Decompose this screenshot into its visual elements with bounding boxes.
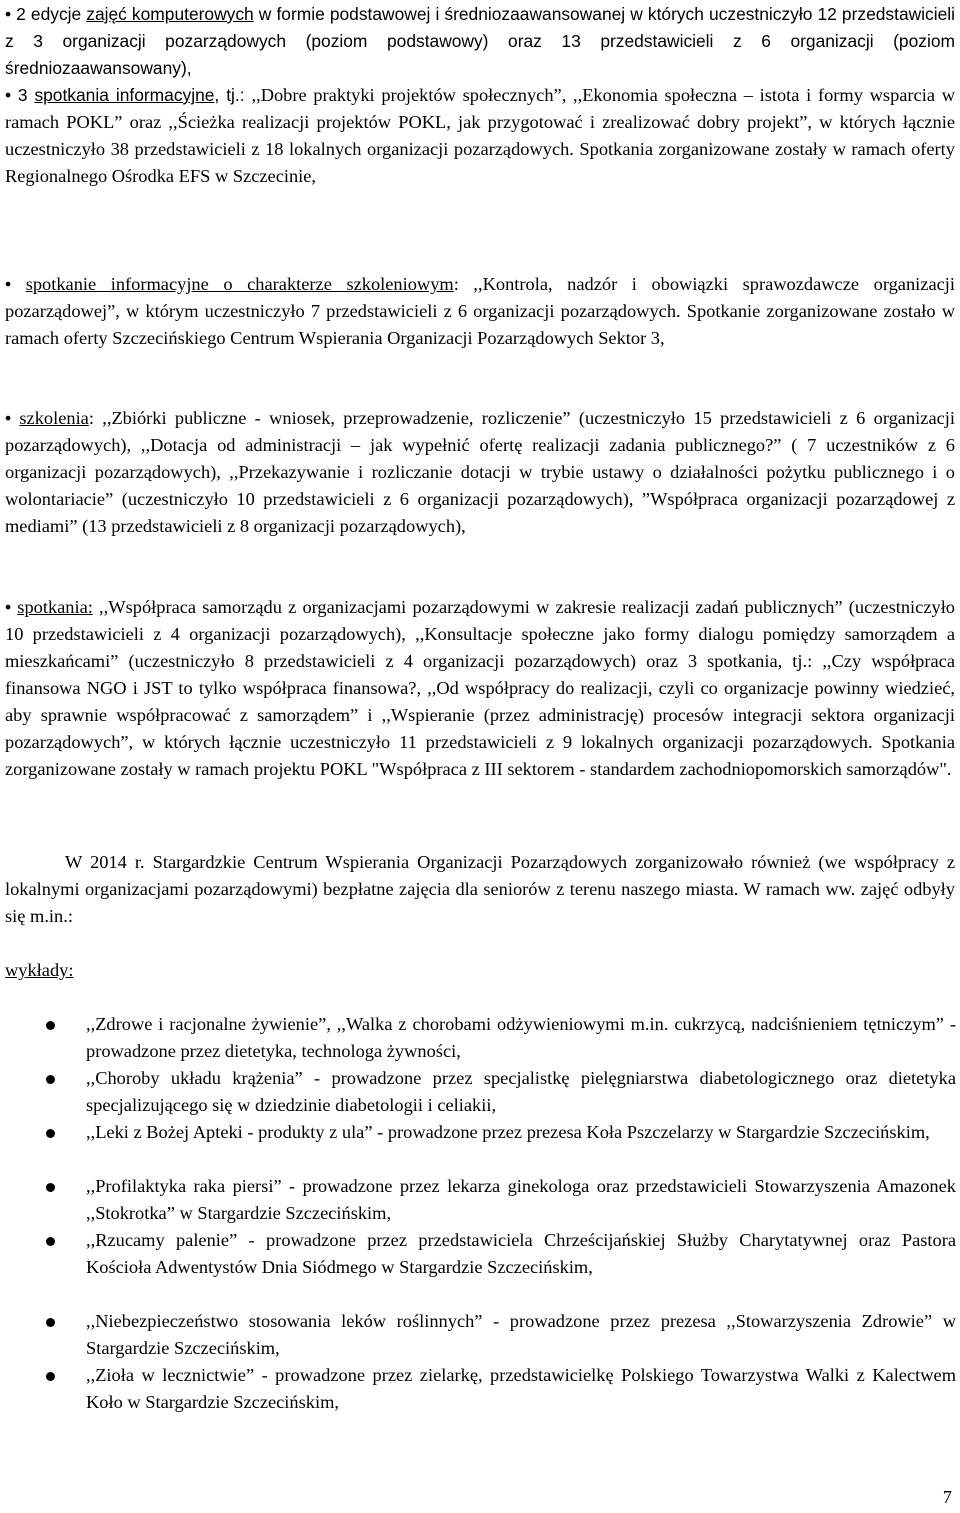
bullet-dot bbox=[46, 1075, 55, 1084]
item-text: ,,Dobre praktyki projektów społecznych”, ,,Ekonomia społeczna – istota i formy wsparcia w ramach POKL” oraz ,,Ścieżka realizacji projektów POKL, jak przygotować i zrealizować dobry projekt”, w których łącznie uczestniczyło 38 przedstawicieli z 18 lokalnych organizacji pozarządowych. Spotkania zorganizowane zostały w ramach oferty Regionalnego Ośrodka EFS w Szczecinie, bbox=[5, 85, 955, 186]
item-underlined-term: spotkanie informacyjne o charakterze szkoleniowym bbox=[25, 274, 454, 294]
list-item-spotkania-informacyjne bbox=[5, 82, 955, 190]
bullet: • bbox=[5, 274, 12, 294]
bullet: • bbox=[5, 408, 12, 428]
paragraph-text: W 2014 r. Stargardzkie Centrum Wspierania Organizacji Pozarządowych zorganizowało również (we współpracy z lokalnymi organizacjami pozarządowymi) bezpłatne zajęcia dla seniorów z terenu naszego miasta. W ramach ww. zajęć odbyły się m.in.: bbox=[5, 852, 955, 926]
item-underlined-term: zajęć komputerowych bbox=[86, 4, 254, 24]
list-item-spotkanie-szkoleniowe bbox=[5, 271, 955, 352]
lecture-item: ,,Rzucamy palenie” - prowadzone przez przedstawiciela Chrześcijańskiej Służby Charytatywnej oraz Pastora Kościoła Adwentystów Dnia Siódmego w Stargardzie Szczecińskim, bbox=[86, 1230, 956, 1277]
item-text: w formie podstawowej i średniozaawansowanej w których uczestniczyło 12 przedstawicieli z 3 organizacji pozarządowych (poziom podstawowy) oraz 13 przedstawicieli z 6 organizacji (poziom średniozaawansowany), bbox=[5, 4, 955, 78]
bullet-dot bbox=[46, 1183, 55, 1192]
lecture-item: ,,Leki z Bożej Apteki - produkty z ula” - prowadzone przez prezesa Koła Pszczelarzy w Stargardzie Szczecińskim, bbox=[86, 1122, 930, 1142]
item-underlined-term: szkolenia bbox=[19, 408, 89, 428]
list-item-spotkania bbox=[5, 594, 955, 783]
item-underlined-term: spotkania informacyjne bbox=[34, 85, 215, 105]
item-prefix: 2 edycje bbox=[16, 4, 87, 24]
item-text: ,,Współpraca samorządu z organizacjami pozarządowymi w zakresie realizacji zadań publicznych” (uczestniczyło 10 przedstawicieli z 4 organizacji pozarządowych), ,,Konsultacje społeczne jako formy dialogu pomiędzy samorządem a mieszkańcami” (uczestniczyło 8 przedstawicieli z 4 organizacji pozarządowych) oraz 3 spotkania, tj.: ,,Czy współpraca finansowa NGO i JST to tylko współpraca finansowa?, ,,Od współpracy do realizacji, czyli co organizacje powinny wiedzieć, aby sprawnie współpracować z samorządem” i ,,Wspieranie (przez administrację) procesów integracji sektora organizacji pozarządowych”, w których łącznie uczestniczyło 11 przedstawicieli z 9 lokalnych organizacji pozarządowych. Spotkania zorganizowane zostały w ramach projektu POKL "Współpraca z III sektorem - standardem zachodniopomorskich samorządów". bbox=[5, 597, 955, 779]
lecture-item: ,,Profilaktyka raka piersi” - prowadzone przez lekarza ginekologa oraz przedstawicieli Stowarzyszenia Amazonek ,,Stokrotka” w Stargardzie Szczecińskim, bbox=[86, 1176, 956, 1223]
bullet-dot bbox=[46, 1318, 55, 1327]
lecture-item: ,,Niebezpieczeństwo stosowania leków roślinnych” - prowadzone przez prezesa ,,Stowarzyszenia Zdrowie” w Stargardzie Szczecińskim, bbox=[86, 1311, 956, 1358]
bullet: • bbox=[5, 85, 12, 105]
item-connector: , tj.: bbox=[214, 85, 252, 105]
bullet-dot bbox=[46, 1129, 55, 1138]
paragraph-2014 bbox=[5, 849, 955, 930]
lecture-item: ,,Zdrowe i racjonalne żywienie”, ,,Walka z chorobami odżywieniowymi m.in. cukrzycą, nadciśnieniem tętniczym” - prowadzone przez dietetyka, technologa żywności, bbox=[86, 1014, 956, 1061]
bullet: • bbox=[5, 597, 12, 617]
page-number: 7 bbox=[942, 1487, 952, 1507]
bullet-dot bbox=[46, 1237, 55, 1246]
item-text: : ,,Zbiórki publiczne - wniosek, przeprowadzenie, rozliczenie” (uczestniczyło 15 przedstawicieli z 6 organizacji pozarządowych), ,,Dotacja od administracji – jak wypełnić ofertę realizacji zadania publicznego?” ( 7 uczestników z 6 organizacji pozarządowych), ,,Przekazywanie i rozliczanie dotacji w trybie ustawy o działalności pożytku publicznego i o wolontariacie” (uczestniczyło 10 przedstawicieli z 6 organizacji pozarządowych), ”Współpraca organizacji pozarządowej z mediami” (13 przedstawicieli z 8 organizacji pozarządowych), bbox=[5, 408, 955, 536]
list-item-zajecia-komputerowe bbox=[5, 1, 955, 82]
item-prefix: 3 bbox=[17, 85, 35, 105]
bullet-dot bbox=[46, 1021, 55, 1030]
bullet: • bbox=[5, 4, 12, 24]
bullet-dot bbox=[46, 1372, 55, 1381]
lecture-item: ,,Zioła w lecznictwie” - prowadzone przez zielarkę, przedstawicielkę Polskiego Towarzystwa Walki z Kalectwem Koło w Stargardzie Szczecińskim, bbox=[86, 1365, 956, 1412]
lecture-item: ,,Choroby układu krążenia” - prowadzone przez specjalistkę pielęgniarstwa diabetologicznego oraz dietetyka specjalizującego się w dziedzinie diabetologii i celiakii, bbox=[86, 1068, 956, 1115]
wyklady-heading: wykłady: bbox=[5, 960, 74, 980]
item-text: : ,,Kontrola, nadzór i obowiązki sprawozdawcze organizacji pozarządowej”, w którym uczestniczyło 7 przedstawicieli z 6 organizacji pozarządowych. Spotkanie zorganizowane zostało w ramach oferty Szczecińskiego Centrum Wspierania Organizacji Pozarządowych Sektor 3, bbox=[5, 274, 955, 348]
item-underlined-term: spotkania: bbox=[17, 597, 93, 617]
list-item-szkolenia bbox=[5, 405, 955, 540]
